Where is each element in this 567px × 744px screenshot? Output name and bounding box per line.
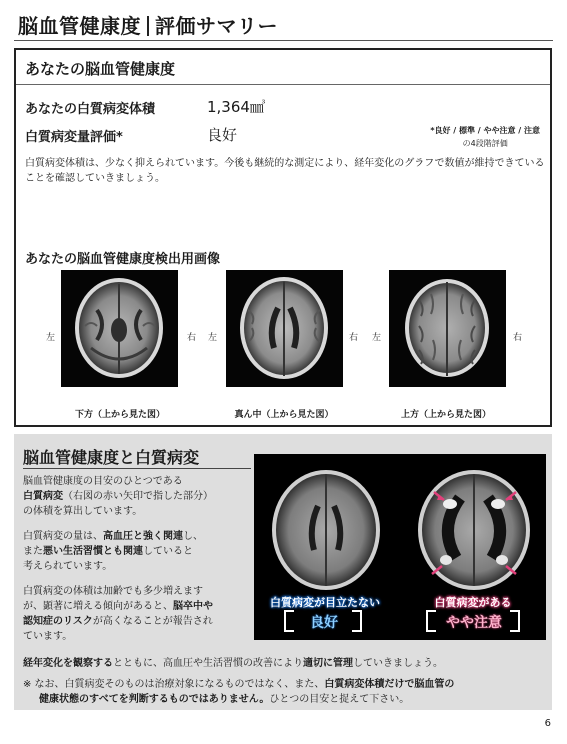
explanation-title: 脳血管健康度と白質病変 (23, 448, 200, 467)
compare-left-bracket-open (284, 610, 294, 632)
explanation-paragraph-3 (23, 584, 258, 644)
page-number: 6 (544, 718, 551, 729)
compare-right-label: 白質病変がある (434, 596, 512, 609)
p2-text-c: し、 (183, 531, 203, 542)
p3-text-b: が、顕著に増える傾向があると、 (23, 601, 173, 612)
note-text-d: ひとつの目安と捉えて下さい。 (269, 694, 410, 705)
page-title-main: 脳血管健康度 (18, 14, 141, 38)
compare-right-value: やや注意 (446, 615, 502, 631)
compare-left-value: 良好 (310, 615, 338, 631)
explanation-title-rule (23, 468, 251, 469)
advice-text-c: 適切に管理 (303, 658, 353, 669)
p2-text-a: 白質病変の量は、 (23, 531, 103, 542)
scan2-right-label: 右 (349, 333, 359, 343)
brain-scan-upper (389, 270, 506, 387)
brain-scan-lower (61, 270, 178, 387)
note-text-b: 白質病変体積だけで脳血管の (324, 679, 455, 690)
explanation-paragraph-1 (23, 474, 258, 519)
p2-text-b: 高血圧と強く関連 (103, 531, 183, 542)
p3-text-d: 認知症のリスク (23, 616, 93, 627)
rating-label: 白質病変量評価* (25, 130, 123, 145)
p1-text-b: 白質病変 (23, 491, 63, 502)
images-heading: あなたの脳血管健康度検出用画像 (25, 252, 221, 267)
p1-text-a: 脳血管健康度の目安のひとつである (23, 476, 183, 487)
p2-text-d: また (23, 546, 43, 557)
scan2-caption: 真ん中（上から見た図） (234, 410, 334, 420)
scan1-right-label: 右 (187, 333, 197, 343)
p3-text-a: 白質病変の体積は加齢でも多少増えます (23, 586, 203, 597)
p3-text-f: ています。 (23, 631, 73, 642)
title-divider (147, 16, 149, 36)
advice-text-a: 経年変化を観察する (23, 658, 113, 669)
advice-text-b: とともに、高血圧や生活習慣の改善により (113, 658, 303, 669)
note-text-a: ※ なお、白質病変そのものは治療対象になるものではなく、また、 (23, 679, 325, 690)
scan3-left-label: 左 (372, 333, 382, 343)
p2-text-f: していると (143, 546, 193, 557)
p2-text-e: 悪い生活習慣とも関連 (43, 546, 143, 557)
scan2-left-label: 左 (208, 333, 218, 343)
p2-text-g: 考えられています。 (23, 561, 113, 572)
scan3-right-label: 右 (513, 333, 523, 343)
note-text-c: 健康状態のすべてを判断するものではありません。 (39, 694, 270, 705)
summary-box (14, 48, 552, 427)
page-title-sub: 評価サマリー (155, 14, 278, 38)
volume-label: あなたの白質病変体積 (25, 102, 156, 117)
title-rule (14, 40, 553, 41)
compare-left-label: 白質病変が目立たない (270, 596, 380, 609)
rating-scale-line2: の4段階評価 (462, 139, 508, 148)
rating-scale-line1: *良好 / 標準 / やや注意 / 注意 (430, 126, 540, 135)
explanation-paragraph-2 (23, 529, 258, 574)
advice-text-d: していきましょう。 (353, 658, 443, 669)
summary-divider (16, 84, 550, 85)
explanation-panel (14, 434, 552, 710)
volume-value: 1,364㎣ (207, 98, 265, 116)
management-advice (23, 656, 443, 671)
p1-text-c: （右図の赤い矢印で指した部分） (63, 491, 213, 502)
summary-title: あなたの脳血管健康度 (25, 60, 176, 78)
scan1-left-label: 左 (46, 333, 56, 343)
page-title (18, 10, 278, 39)
rating-value: 良好 (207, 126, 238, 144)
disclaimer-note (23, 677, 545, 707)
p3-text-c: 脳卒中や (173, 601, 213, 612)
summary-description: 白質病変体積は、少なく抑えられています。今後も継続的な測定により、経年変化のグラフで数値が維持できていることを確認していきましょう。 (25, 158, 545, 184)
scan3-caption: 上方（上から見た図） (400, 410, 491, 420)
p1-text-d: の体積を算出しています。 (23, 506, 143, 517)
p3-text-e: が高くなることが報告され (92, 616, 213, 627)
rating-scale-note (430, 124, 540, 150)
brain-scan-middle (226, 270, 343, 387)
scan1-caption: 下方（上から見た図） (74, 410, 165, 420)
